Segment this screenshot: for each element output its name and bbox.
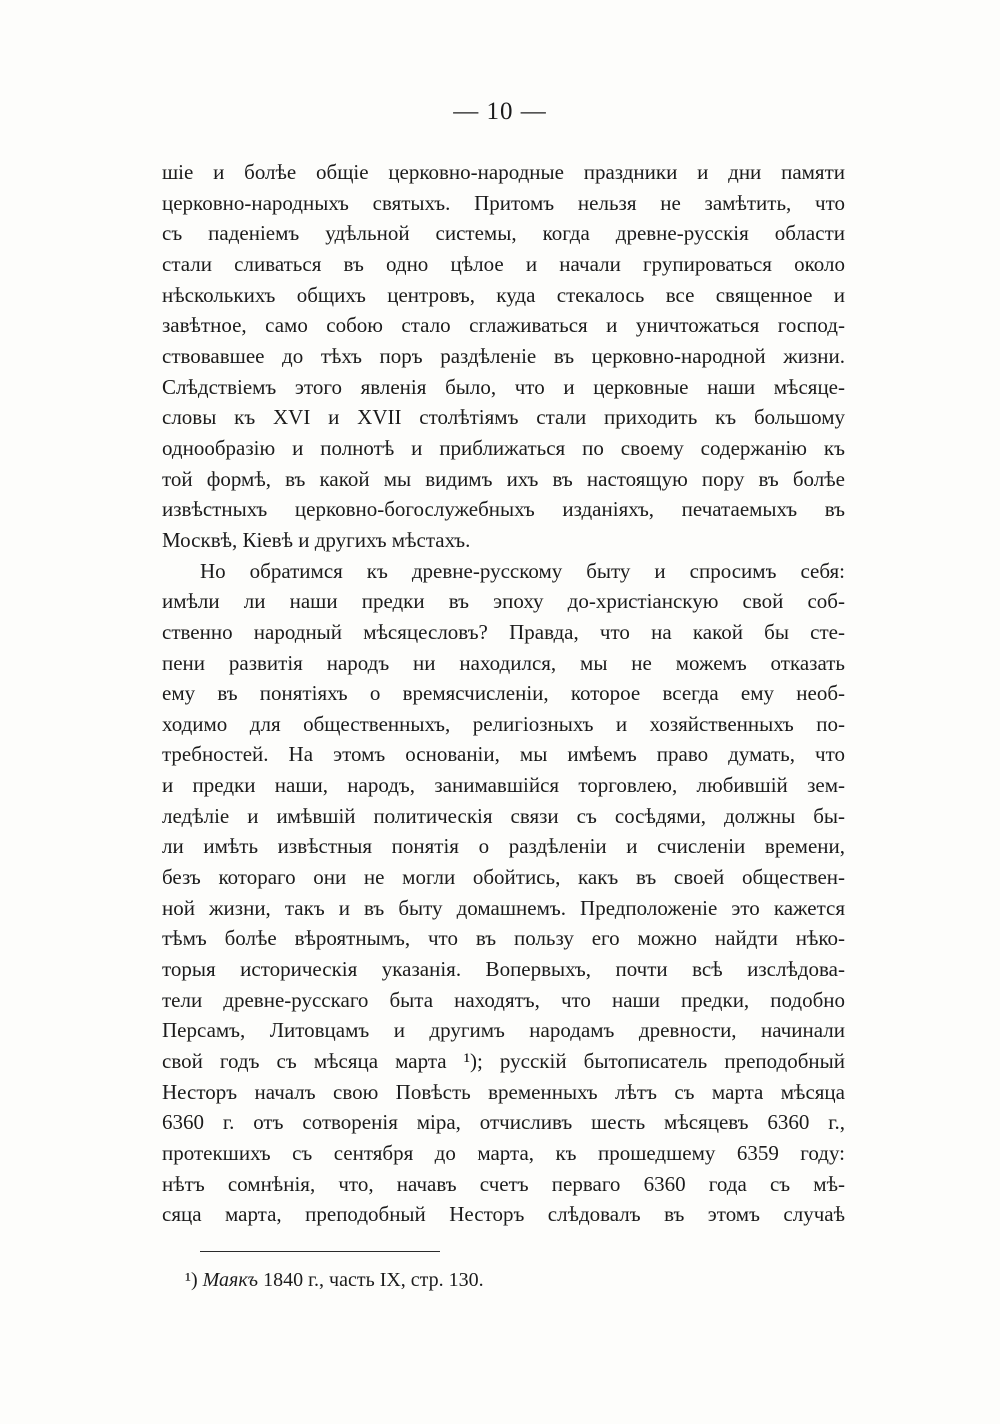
text-line: тели древне-русскаго быта находятъ, что наши предки, подобно — [162, 987, 845, 1012]
text-line: той формѣ, въ какой мы видимъ ихъ въ настоящую пору въ болѣе — [162, 466, 845, 491]
paragraph — [162, 157, 845, 556]
text-line: извѣстныхъ церковно-богослужебныхъ изданіяхъ, печатаемыхъ въ — [162, 497, 845, 522]
text-line: ходимо для общественныхъ, религіозныхъ и хозяйственныхъ по- — [162, 711, 845, 736]
text-line: Москвѣ, Кіевѣ и другихъ мѣстахъ. — [162, 527, 471, 552]
text-line: нѣсколькихъ общихъ центровъ, куда стекалось все священное и — [162, 282, 845, 307]
page-number: — 10 — — [453, 98, 547, 125]
text-line: ственно народный мѣсяцесловъ? Правда, что на какой бы сте- — [162, 619, 845, 644]
text-line: Несторъ началъ свою Повѣсть временныхъ лѣтъ съ марта мѣсяца — [162, 1079, 845, 1104]
footnote — [185, 1266, 484, 1294]
footnote-text: 1840 г., часть IX, стр. 130. — [263, 1269, 484, 1291]
text-line: тѣмъ болѣе вѣроятнымъ, что въ пользу его можно найдти нѣко- — [162, 926, 845, 951]
text-block — [162, 157, 845, 1230]
paragraph — [162, 556, 845, 1230]
text-line: словы къ XVI и XVII столѣтіямъ стали приходить къ большому — [162, 405, 845, 430]
text-line: и предки наши, народъ, занимавшійся торговлею, любившій зем- — [162, 773, 845, 798]
text-line: ствовавшее до тѣхъ поръ раздѣленіе въ церковно-народной жизни. — [162, 343, 845, 368]
text-line: ледѣліе и имѣвшій политическія связи съ сосѣдями, должны бы- — [162, 803, 845, 828]
text-line: имѣли ли наши предки въ эпоху до-христіанскую свой соб- — [162, 589, 845, 614]
text-line: ной жизни, такъ и въ быту домашнемъ. Предположеніе это кажется — [162, 895, 845, 920]
text-line: пени развитія народъ ни находился, мы не можемъ отказать — [162, 650, 845, 675]
text-line: сяца марта, преподобный Несторъ слѣдовалъ въ этомъ случаѣ — [162, 1202, 845, 1227]
text-line: ли имѣть извѣстныя понятія о раздѣленіи и счисленіи времени, — [162, 834, 845, 859]
text-line: шіе и болѣе общіе церковно-народные праздники и дни памяти — [162, 160, 845, 184]
text-line: торыя историческія указанія. Вопервыхъ, почти всѣ изслѣдова- — [162, 957, 845, 982]
text-line: Но обратимся къ древне-русскому быту и спросимъ себя: — [200, 558, 845, 583]
text-line: нѣтъ сомнѣнія, что, начавъ счетъ перваго 6360 года съ мѣ- — [162, 1171, 845, 1196]
text-line: стали сливаться въ одно цѣлое и начали групироваться около — [162, 251, 845, 276]
text-line: Слѣдствіемъ этого явленія было, что и церковные наши мѣсяце- — [162, 374, 845, 399]
text-line: свой годъ съ мѣсяца марта ¹); русскій бытописатель преподобный — [162, 1049, 845, 1074]
text-line: однообразію и полнотѣ и приближаться по своему содержанію къ — [162, 435, 845, 460]
footnote-marker: ¹) — [185, 1269, 198, 1291]
text-line: завѣтное, само собою стало сглаживаться и уничтожаться господ- — [162, 313, 845, 338]
text-line: безъ котораго они не могли обойтись, какъ въ своей обществен- — [162, 865, 845, 890]
footnote-source: Маякъ — [202, 1269, 259, 1291]
text-line: съ паденіемъ удѣльной системы, когда древне-русскія области — [162, 221, 845, 246]
footnote-separator — [200, 1251, 440, 1252]
text-line: ему въ понятіяхъ о времясчисленіи, которое всегда ему необ- — [162, 681, 845, 706]
text-line: протекшихъ съ сентября до марта, къ прошедшему 6359 году: — [162, 1141, 845, 1165]
text-line: требностей. На этомъ основаніи, мы имѣемъ право думать, что — [162, 742, 845, 767]
text-line: 6360 г. отъ сотворенія міра, отчисливъ шесть мѣсяцевъ 6360 г., — [162, 1110, 845, 1135]
text-line: Персамъ, Литовцамъ и другимъ народамъ древности, начинали — [162, 1018, 845, 1043]
text-line: церковно-народныхъ святыхъ. Притомъ нельзя не замѣтить, что — [162, 190, 845, 215]
